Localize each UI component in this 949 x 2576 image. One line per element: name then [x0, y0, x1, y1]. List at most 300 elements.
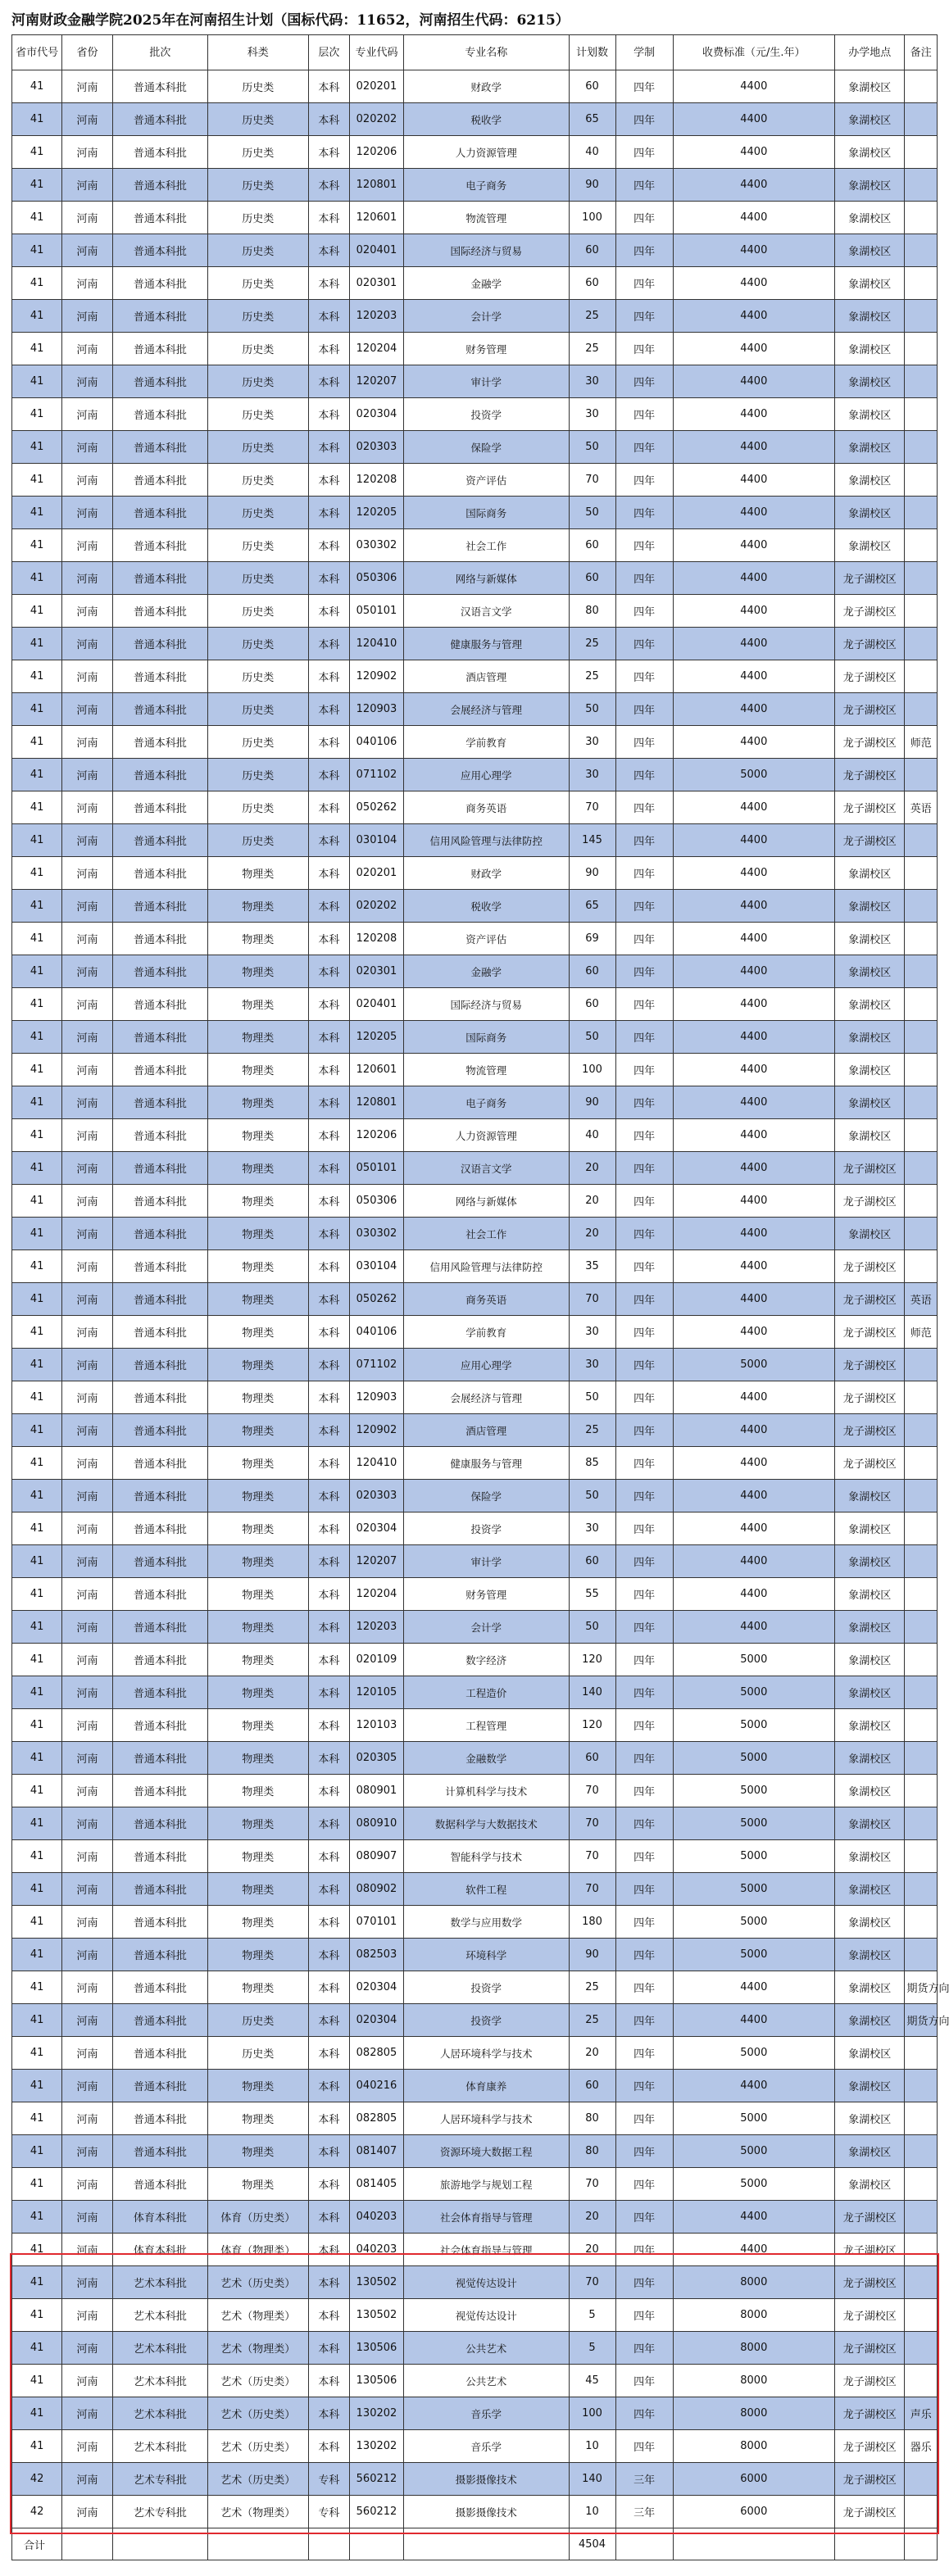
- cell-province: 河南: [62, 431, 112, 464]
- cell-category: 物理类: [207, 1021, 308, 1054]
- cell-batch: 普通本科批: [112, 791, 207, 824]
- cell-plan-count: 10: [569, 2496, 615, 2528]
- cell-province-code: 41: [12, 759, 62, 791]
- cell-province: 河南: [62, 1775, 112, 1807]
- cell-level: 本科: [308, 1021, 349, 1054]
- cell-province-code: 41: [12, 988, 62, 1021]
- cell-campus: 象湖校区: [834, 2102, 904, 2135]
- cell-level: 本科: [308, 1578, 349, 1611]
- cell-province-code: 41: [12, 136, 62, 169]
- cell-duration: 四年: [615, 1971, 673, 2004]
- cell-notes: [905, 1578, 938, 1611]
- cell-batch: 普通本科批: [112, 1545, 207, 1578]
- cell-plan-count: 30: [569, 1512, 615, 1545]
- cell-batch: 普通本科批: [112, 628, 207, 660]
- cell-batch: 体育本科批: [112, 2234, 207, 2266]
- cell-tuition: 4400: [673, 497, 834, 529]
- cell-level: 专科: [308, 2496, 349, 2528]
- cell-campus: 龙子湖校区: [834, 2234, 904, 2266]
- cell-campus: 象湖校区: [834, 1775, 904, 1807]
- cell-major-name: 体育康养: [403, 2070, 569, 2102]
- cell-plan-count: 65: [569, 103, 615, 136]
- cell-province-code: 41: [12, 857, 62, 890]
- cell-campus: 象湖校区: [834, 1873, 904, 1906]
- cell-level: 本科: [308, 1152, 349, 1185]
- cell-notes: [905, 628, 938, 660]
- cell-tuition: 4400: [673, 1152, 834, 1185]
- cell-duration: 四年: [615, 136, 673, 169]
- cell-tuition: 4400: [673, 103, 834, 136]
- cell-tuition: 5000: [673, 1775, 834, 1807]
- cell-category: 物理类: [207, 955, 308, 988]
- cell-campus: 象湖校区: [834, 103, 904, 136]
- cell-level: 本科: [308, 398, 349, 431]
- cell-plan-count: 145: [569, 824, 615, 857]
- cell-major-code: 070101: [350, 1906, 404, 1939]
- cell-batch: 普通本科批: [112, 595, 207, 628]
- cell-campus: 龙子湖校区: [834, 2463, 904, 2496]
- cell-notes: [905, 1152, 938, 1185]
- header-major-code: 专业代码: [350, 35, 404, 70]
- table-row: [12, 431, 938, 464]
- cell-batch: 普通本科批: [112, 1086, 207, 1119]
- cell-province: 河南: [62, 1349, 112, 1381]
- cell-province: 河南: [62, 1644, 112, 1676]
- cell-major-name: 数字经济: [403, 1644, 569, 1676]
- cell-batch: 普通本科批: [112, 1676, 207, 1709]
- cell-province-code: 41: [12, 1283, 62, 1316]
- cell-duration: 四年: [615, 2397, 673, 2430]
- cell-plan-count: 30: [569, 365, 615, 398]
- cell-duration: 四年: [615, 595, 673, 628]
- cell-batch: 普通本科批: [112, 365, 207, 398]
- cell-province-code: 41: [12, 1709, 62, 1742]
- cell-province: 河南: [62, 103, 112, 136]
- cell-tuition: 4400: [673, 431, 834, 464]
- cell-province-code: 42: [12, 2496, 62, 2528]
- cell-tuition: 4400: [673, 2004, 834, 2037]
- cell-tuition: 4400: [673, 169, 834, 202]
- cell-batch: 普通本科批: [112, 890, 207, 923]
- cell-major-code: 040106: [350, 1316, 404, 1349]
- cell-level: 本科: [308, 693, 349, 726]
- table-row: [12, 1447, 938, 1480]
- cell-tuition: 4400: [673, 1086, 834, 1119]
- cell-plan-count: 25: [569, 1971, 615, 2004]
- cell-major-name: 金融学: [403, 955, 569, 988]
- cell-notes: [905, 1775, 938, 1807]
- cell-major-code: 030302: [350, 529, 404, 562]
- cell-duration: 四年: [615, 431, 673, 464]
- table-row: [12, 1971, 938, 2004]
- cell-campus: 龙子湖校区: [834, 693, 904, 726]
- table-row: [12, 562, 938, 595]
- cell-campus: 龙子湖校区: [834, 562, 904, 595]
- cell-level: 本科: [308, 1644, 349, 1676]
- cell-province: 河南: [62, 1480, 112, 1512]
- cell-province: 河南: [62, 2430, 112, 2463]
- cell-notes: [905, 759, 938, 791]
- cell-major-code: 020401: [350, 988, 404, 1021]
- cell-category: 物理类: [207, 1054, 308, 1086]
- cell-plan-count: 70: [569, 791, 615, 824]
- cell-campus: 龙子湖校区: [834, 628, 904, 660]
- cell-category: 艺术（历史类）: [207, 2430, 308, 2463]
- cell-province-code: 41: [12, 1021, 62, 1054]
- cell-campus: 象湖校区: [834, 1578, 904, 1611]
- cell-province: 河南: [62, 595, 112, 628]
- cell-tuition: 4400: [673, 726, 834, 759]
- cell-major-name: 物流管理: [403, 1054, 569, 1086]
- cell-campus: 龙子湖校区: [834, 726, 904, 759]
- cell-tuition: 5000: [673, 1873, 834, 1906]
- cell-level: 本科: [308, 1807, 349, 1840]
- cell-tuition: 4400: [673, 791, 834, 824]
- cell-major-name: 智能科学与技术: [403, 1840, 569, 1873]
- cell-plan-count: 70: [569, 2266, 615, 2299]
- cell-campus: 象湖校区: [834, 267, 904, 300]
- cell-tuition: 4400: [673, 1447, 834, 1480]
- cell-duration: 四年: [615, 1414, 673, 1447]
- cell-tuition: 4400: [673, 1611, 834, 1644]
- cell-province-code: 42: [12, 2463, 62, 2496]
- cell-major-name: 社会体育指导与管理: [403, 2201, 569, 2234]
- cell-major-name: 社会工作: [403, 529, 569, 562]
- cell-campus: 象湖校区: [834, 1971, 904, 2004]
- cell-category: 物理类: [207, 1676, 308, 1709]
- cell-province-code: 41: [12, 1381, 62, 1414]
- cell-plan-count: 60: [569, 234, 615, 267]
- cell-plan-count: 5: [569, 2299, 615, 2332]
- cell-level: 本科: [308, 2004, 349, 2037]
- cell-plan-count: 50: [569, 1611, 615, 1644]
- cell-tuition: 4400: [673, 628, 834, 660]
- cell-category: 体育（历史类）: [207, 2201, 308, 2234]
- table-row: [12, 988, 938, 1021]
- cell-major-name: 商务英语: [403, 791, 569, 824]
- cell-category: 历史类: [207, 562, 308, 595]
- cell-duration: 四年: [615, 660, 673, 693]
- cell-tuition: 8000: [673, 2397, 834, 2430]
- cell-batch: 普通本科批: [112, 1480, 207, 1512]
- cell-tuition: 4400: [673, 693, 834, 726]
- cell-plan-count: 140: [569, 1676, 615, 1709]
- cell-major-name: 国际商务: [403, 497, 569, 529]
- cell-major-code: 050262: [350, 1283, 404, 1316]
- cell-level: 本科: [308, 1414, 349, 1447]
- table-row: [12, 923, 938, 955]
- cell-province-code: 41: [12, 2397, 62, 2430]
- cell-notes: 期货方向: [905, 1971, 938, 2004]
- cell-campus: 龙子湖校区: [834, 1185, 904, 1218]
- cell-batch: 普通本科批: [112, 1873, 207, 1906]
- table-row: [12, 595, 938, 628]
- cell-province-code: 41: [12, 202, 62, 234]
- cell-category: 物理类: [207, 2168, 308, 2201]
- cell-level: 本科: [308, 431, 349, 464]
- cell-category: 物理类: [207, 988, 308, 1021]
- cell-province: 河南: [62, 267, 112, 300]
- cell-major-code: 120204: [350, 1578, 404, 1611]
- cell-major-name: 保险学: [403, 1480, 569, 1512]
- cell-major-name: 财务管理: [403, 1578, 569, 1611]
- cell-major-code: 050101: [350, 595, 404, 628]
- cell-category: 物理类: [207, 1512, 308, 1545]
- cell-province: 河南: [62, 1152, 112, 1185]
- cell-tuition: 4400: [673, 202, 834, 234]
- cell-plan-count: 50: [569, 431, 615, 464]
- cell-plan-count: 20: [569, 2201, 615, 2234]
- table-row: [12, 1644, 938, 1676]
- header-major-name: 专业名称: [403, 35, 569, 70]
- cell-category: 物理类: [207, 857, 308, 890]
- cell-major-name: 金融数学: [403, 1742, 569, 1775]
- cell-province: 河南: [62, 1283, 112, 1316]
- cell-tuition: 4400: [673, 234, 834, 267]
- cell-category: 历史类: [207, 70, 308, 103]
- table-row: [12, 1086, 938, 1119]
- cell-plan-count: 70: [569, 1283, 615, 1316]
- cell-category: 历史类: [207, 693, 308, 726]
- cell-province: 河南: [62, 1709, 112, 1742]
- cell-level: 本科: [308, 1545, 349, 1578]
- cell-level: 本科: [308, 595, 349, 628]
- cell-major-name: 社会体育指导与管理: [403, 2234, 569, 2266]
- cell-major-code: 120203: [350, 300, 404, 333]
- cell-province-code: 41: [12, 562, 62, 595]
- cell-plan-count: 50: [569, 497, 615, 529]
- cell-major-name: 保险学: [403, 431, 569, 464]
- cell-level: 本科: [308, 2234, 349, 2266]
- cell-tuition: 4400: [673, 1119, 834, 1152]
- cell-level: 本科: [308, 1054, 349, 1086]
- cell-duration: 四年: [615, 529, 673, 562]
- cell-category: 历史类: [207, 398, 308, 431]
- cell-duration: 四年: [615, 1349, 673, 1381]
- cell-campus: 象湖校区: [834, 1807, 904, 1840]
- cell-category: 历史类: [207, 791, 308, 824]
- cell-plan-count: 60: [569, 955, 615, 988]
- cell-category: 历史类: [207, 169, 308, 202]
- cell-tuition: 5000: [673, 1840, 834, 1873]
- cell-duration: 四年: [615, 1906, 673, 1939]
- cell-major-name: 社会工作: [403, 1218, 569, 1250]
- cell-level: 本科: [308, 2430, 349, 2463]
- cell-category: 历史类: [207, 300, 308, 333]
- cell-province-code: 41: [12, 1906, 62, 1939]
- cell-category: 物理类: [207, 1775, 308, 1807]
- cell-campus: 象湖校区: [834, 431, 904, 464]
- cell-province-code: 41: [12, 595, 62, 628]
- cell-notes: [905, 169, 938, 202]
- cell-province: 河南: [62, 1906, 112, 1939]
- cell-province: 河南: [62, 955, 112, 988]
- cell-campus: 象湖校区: [834, 398, 904, 431]
- cell-level: 本科: [308, 202, 349, 234]
- cell-major-name: 健康服务与管理: [403, 1447, 569, 1480]
- cell-duration: 四年: [615, 857, 673, 890]
- table-row: [12, 1840, 938, 1873]
- cell-province-code: 41: [12, 1218, 62, 1250]
- cell-level: 本科: [308, 1676, 349, 1709]
- cell-duration: 四年: [615, 1939, 673, 1971]
- cell-duration: 四年: [615, 2430, 673, 2463]
- cell-campus: 象湖校区: [834, 1480, 904, 1512]
- cell-plan-count: 60: [569, 529, 615, 562]
- cell-level: 本科: [308, 660, 349, 693]
- cell-level: 本科: [308, 2299, 349, 2332]
- cell-province-code: 41: [12, 497, 62, 529]
- cell-batch: 普通本科批: [112, 1414, 207, 1447]
- cell-campus: 象湖校区: [834, 70, 904, 103]
- cell-level: 本科: [308, 1381, 349, 1414]
- cell-duration: 四年: [615, 202, 673, 234]
- cell-level: 本科: [308, 300, 349, 333]
- cell-batch: 普通本科批: [112, 1152, 207, 1185]
- cell-tuition: 8000: [673, 2430, 834, 2463]
- cell-level: 本科: [308, 2168, 349, 2201]
- cell-plan-count: 100: [569, 1054, 615, 1086]
- cell-batch: 普通本科批: [112, 1906, 207, 1939]
- cell-notes: [905, 1414, 938, 1447]
- cell-major-code: 040203: [350, 2234, 404, 2266]
- cell-province-code: 41: [12, 2168, 62, 2201]
- cell-major-code: 020202: [350, 890, 404, 923]
- table-row: [12, 1283, 938, 1316]
- cell-category: 历史类: [207, 333, 308, 365]
- cell-campus: 龙子湖校区: [834, 759, 904, 791]
- cell-notes: [905, 824, 938, 857]
- cell-major-name: 财务管理: [403, 333, 569, 365]
- cell-major-name: 资产评估: [403, 464, 569, 497]
- cell-batch: 普通本科批: [112, 955, 207, 988]
- cell-campus: 象湖校区: [834, 1906, 904, 1939]
- cell-plan-count: 30: [569, 726, 615, 759]
- cell-province-code: 41: [12, 1545, 62, 1578]
- cell-notes: [905, 1185, 938, 1218]
- cell-campus: 象湖校区: [834, 497, 904, 529]
- cell-province: 河南: [62, 1250, 112, 1283]
- cell-category: 艺术（物理类）: [207, 2299, 308, 2332]
- cell-province-code: 41: [12, 2201, 62, 2234]
- cell-major-name: 财政学: [403, 857, 569, 890]
- cell-campus: 象湖校区: [834, 1119, 904, 1152]
- cell-duration: 四年: [615, 70, 673, 103]
- cell-category: 艺术（历史类）: [207, 2365, 308, 2397]
- cell-batch: 普通本科批: [112, 1807, 207, 1840]
- cell-tuition: 5000: [673, 1644, 834, 1676]
- cell-level: 本科: [308, 824, 349, 857]
- table-row: [12, 529, 938, 562]
- cell-province: 河南: [62, 2004, 112, 2037]
- header-tuition: 收费标准（元/生.年）: [673, 35, 834, 70]
- cell-province: 河南: [62, 857, 112, 890]
- cell-province: 河南: [62, 824, 112, 857]
- cell-category: 历史类: [207, 2004, 308, 2037]
- cell-duration: 四年: [615, 1250, 673, 1283]
- cell-level: 本科: [308, 529, 349, 562]
- table-row: [12, 1480, 938, 1512]
- cell-tuition: 4400: [673, 923, 834, 955]
- cell-notes: [905, 1250, 938, 1283]
- table-row: [12, 234, 938, 267]
- cell-notes: 声乐: [905, 2397, 938, 2430]
- cell-duration: 四年: [615, 824, 673, 857]
- cell-province-code: 41: [12, 1054, 62, 1086]
- cell-major-code: 120203: [350, 1611, 404, 1644]
- cell-major-code: 120205: [350, 497, 404, 529]
- cell-major-name: 视觉传达设计: [403, 2266, 569, 2299]
- cell-notes: [905, 2037, 938, 2070]
- cell-province: 河南: [62, 988, 112, 1021]
- table-row: [12, 2234, 938, 2266]
- cell-category: 物理类: [207, 1119, 308, 1152]
- cell-major-code: 120410: [350, 1447, 404, 1480]
- cell-campus: 象湖校区: [834, 955, 904, 988]
- cell-duration: 四年: [615, 1807, 673, 1840]
- cell-category: 物理类: [207, 1939, 308, 1971]
- cell-level: 本科: [308, 1316, 349, 1349]
- page-title: 河南财政金融学院2025年在河南招生计划（国标代码：11652，河南招生代码：6215）: [11, 12, 570, 29]
- cell-tuition: 5000: [673, 1709, 834, 1742]
- cell-batch: 体育本科批: [112, 2201, 207, 2234]
- cell-province-code: 41: [12, 70, 62, 103]
- table-row: [12, 2463, 938, 2496]
- cell-notes: [905, 2365, 938, 2397]
- cell-major-code: 020109: [350, 1644, 404, 1676]
- cell-batch: 普通本科批: [112, 2168, 207, 2201]
- cell-batch: 普通本科批: [112, 1185, 207, 1218]
- cell-level: 本科: [308, 2037, 349, 2070]
- table-row: [12, 103, 938, 136]
- cell-duration: 四年: [615, 1742, 673, 1775]
- table-row: [12, 2430, 938, 2463]
- enrollment-plan-table: [11, 34, 949, 2560]
- cell-category: 物理类: [207, 1611, 308, 1644]
- cell-duration: 四年: [615, 1283, 673, 1316]
- table-row: [12, 1578, 938, 1611]
- cell-notes: [905, 431, 938, 464]
- table-row: [12, 857, 938, 890]
- cell-duration: 四年: [615, 726, 673, 759]
- cell-tuition: 4400: [673, 562, 834, 595]
- cell-campus: 象湖校区: [834, 169, 904, 202]
- cell-major-code: 120801: [350, 169, 404, 202]
- cell-tuition: 4400: [673, 1185, 834, 1218]
- cell-campus: 龙子湖校区: [834, 595, 904, 628]
- cell-major-name: 电子商务: [403, 169, 569, 202]
- cell-plan-count: 10: [569, 2430, 615, 2463]
- cell-major-name: 审计学: [403, 365, 569, 398]
- cell-province-code: 41: [12, 234, 62, 267]
- cell-category: 历史类: [207, 103, 308, 136]
- cell-level: 本科: [308, 1250, 349, 1283]
- cell-tuition: 4400: [673, 300, 834, 333]
- cell-plan-count: 80: [569, 2102, 615, 2135]
- cell-category: 物理类: [207, 2135, 308, 2168]
- cell-duration: 四年: [615, 1578, 673, 1611]
- header-province-code: 省市代号: [12, 35, 62, 70]
- cell-campus: 象湖校区: [834, 365, 904, 398]
- cell-province-code: 41: [12, 2135, 62, 2168]
- cell-province: 河南: [62, 2266, 112, 2299]
- cell-tuition: 4400: [673, 1381, 834, 1414]
- cell-duration: 四年: [615, 2201, 673, 2234]
- cell-major-code: 020201: [350, 857, 404, 890]
- cell-campus: 龙子湖校区: [834, 2299, 904, 2332]
- cell-province-code: 41: [12, 1971, 62, 2004]
- cell-category: 物理类: [207, 1414, 308, 1447]
